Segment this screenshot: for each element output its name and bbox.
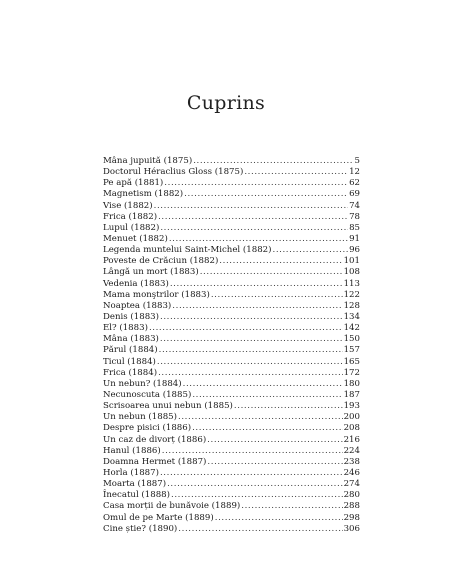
toc-entry-page-number: 134: [343, 311, 360, 322]
dot-leader: [207, 457, 342, 468]
dot-leader: [192, 390, 342, 401]
toc-entry-page-number: 306: [343, 523, 360, 534]
dot-leader: [244, 167, 348, 178]
toc-entry: [103, 490, 360, 501]
dot-leader: [200, 267, 343, 278]
toc-entry-page-number: 238: [343, 456, 360, 467]
dot-leader: [211, 290, 343, 301]
toc-entry: [103, 501, 360, 512]
toc-entry: [103, 201, 360, 212]
toc-entry: [103, 234, 360, 245]
toc-entry: [103, 323, 360, 334]
toc-entry-title: Necunoscuta (1885): [103, 389, 192, 400]
toc-entry-title: Scrisoarea unui nebun (1885): [103, 401, 233, 412]
toc-entry-title: Ticul (1884): [103, 356, 156, 367]
toc-entry-page-number: 172: [343, 367, 360, 378]
dot-leader: [158, 368, 343, 379]
toc-entry-title: Horla (1887): [103, 467, 159, 478]
toc-entry: [103, 245, 360, 256]
toc-entry: [103, 423, 360, 434]
toc-entry-title: Lupul (1882): [103, 222, 160, 233]
toc-entry: [103, 390, 360, 401]
toc-entry-title: El? (1883): [103, 323, 148, 334]
dot-leader: [154, 201, 348, 212]
toc-entry-page-number: 62: [349, 178, 360, 189]
toc-entry-page-number: 150: [343, 334, 360, 345]
toc-entry-title: Legenda muntelui Saint-Michel (1882): [103, 245, 272, 256]
toc-entry-title: Moarta (1887): [103, 479, 167, 490]
toc-entry-title: Părul (1884): [103, 345, 158, 356]
dot-leader: [167, 479, 343, 490]
toc-entry: [103, 223, 360, 234]
dot-leader: [164, 178, 348, 189]
toc-entry-page-number: 108: [343, 267, 360, 278]
toc-entry-page-number: 69: [349, 189, 360, 200]
toc-entry-page-number: 5: [354, 156, 360, 166]
toc-entry-title: Frica (1882): [103, 211, 158, 222]
toc-entry: [103, 345, 360, 356]
toc-entry: [103, 457, 360, 468]
toc-entry: [103, 301, 360, 312]
toc-entry-page-number: 165: [343, 356, 360, 367]
dot-leader: [241, 501, 342, 512]
toc-entry: [103, 468, 360, 479]
dot-leader: [158, 212, 348, 223]
toc-entry-title: Un caz de divorț (1886): [103, 434, 207, 445]
toc-entry-page-number: 180: [343, 378, 360, 389]
toc-entry: [103, 189, 360, 200]
page-title: Cuprins: [186, 92, 266, 114]
toc-entry-title: Vise (1882): [103, 200, 153, 211]
toc-entry: [103, 368, 360, 379]
toc-entry: [103, 290, 360, 301]
toc-entry-title: Denis (1883): [103, 311, 159, 322]
toc-entry-page-number: 142: [343, 323, 360, 334]
dot-leader: [160, 334, 343, 345]
toc-entry-title: Menuet (1882): [103, 233, 168, 244]
dot-leader: [272, 245, 348, 256]
toc-entry-title: Pe apă (1881): [103, 178, 164, 189]
toc-entry: [103, 312, 360, 323]
dot-leader: [159, 345, 343, 356]
toc-entry-title: Frica (1884): [103, 367, 158, 378]
dot-leader: [160, 223, 348, 234]
toc-entry-page-number: 96: [349, 245, 360, 256]
toc-entry-page-number: 298: [343, 512, 360, 523]
toc-entry-page-number: 157: [343, 345, 360, 356]
toc-entry: [103, 513, 360, 524]
toc-entry: [103, 435, 360, 446]
toc-entry: [103, 267, 360, 278]
dot-leader: [192, 423, 343, 434]
dot-leader: [160, 312, 343, 323]
toc-entry-title: Magnetism (1882): [103, 189, 184, 200]
toc-entry: [103, 256, 360, 267]
toc-entry-page-number: 101: [343, 256, 360, 267]
toc-entry-page-number: 128: [343, 300, 360, 311]
toc-entry: [103, 156, 360, 167]
toc-entry-title: Casa morții de bunăvoie (1889): [103, 501, 241, 512]
toc-entry-title: Cine știe? (1890): [103, 523, 178, 534]
toc-entry-page-number: 85: [349, 222, 360, 233]
dot-leader: [172, 301, 342, 312]
dot-leader: [207, 435, 342, 446]
toc-entry-page-number: 224: [343, 445, 360, 456]
toc-entry-title: Un nebun? (1884): [103, 378, 182, 389]
toc-entry: [103, 479, 360, 490]
dot-leader: [184, 189, 348, 200]
toc-entry-page-number: 208: [343, 423, 360, 434]
toc-entry-page-number: 122: [343, 289, 360, 300]
toc-entry-page-number: 193: [343, 401, 360, 412]
dot-leader: [149, 323, 343, 334]
toc-entry-title: Doamna Hermet (1887): [103, 456, 207, 467]
toc-entry-title: Despre pisici (1886): [103, 423, 192, 434]
dot-leader: [183, 379, 343, 390]
toc-entry: [103, 279, 360, 290]
toc-entry-title: Poveste de Crăciun (1882): [103, 256, 219, 267]
toc-entry-title: Vedenia (1883): [103, 278, 169, 289]
toc-entry-page-number: 216: [343, 434, 360, 445]
table-of-contents: [103, 156, 360, 535]
toc-entry: [103, 357, 360, 368]
dot-leader: [170, 279, 343, 290]
toc-entry: [103, 167, 360, 178]
dot-leader: [193, 156, 353, 167]
toc-entry: [103, 178, 360, 189]
toc-entry-title: Înecatul (1888): [103, 490, 170, 501]
toc-entry-title: Un nebun (1885): [103, 412, 178, 423]
toc-entry-page-number: 280: [343, 490, 360, 501]
toc-entry-page-number: 91: [349, 233, 360, 244]
toc-entry-page-number: 74: [349, 200, 360, 211]
toc-entry-page-number: 200: [343, 412, 360, 423]
toc-entry-title: Mâna jupuită (1875): [103, 156, 193, 166]
toc-entry-page-number: 288: [343, 501, 360, 512]
dot-leader: [219, 256, 342, 267]
toc-entry-page-number: 113: [343, 278, 360, 289]
dot-leader: [160, 468, 343, 479]
toc-entry-title: Hanul (1886): [103, 445, 161, 456]
toc-entry: [103, 446, 360, 457]
toc-entry-title: Noaptea (1883): [103, 300, 172, 311]
dot-leader: [178, 412, 343, 423]
dot-leader: [171, 490, 343, 501]
toc-entry: [103, 412, 360, 423]
toc-entry: [103, 379, 360, 390]
dot-leader: [157, 357, 343, 368]
toc-entry: [103, 401, 360, 412]
dot-leader: [169, 234, 348, 245]
toc-entry-title: Mâna (1883): [103, 334, 159, 345]
toc-entry-page-number: 246: [343, 467, 360, 478]
dot-leader: [215, 513, 343, 524]
toc-entry-title: Omul de pe Marte (1889): [103, 512, 214, 523]
dot-leader: [234, 401, 343, 412]
toc-entry-page-number: 187: [343, 389, 360, 400]
toc-entry-page-number: 78: [349, 211, 360, 222]
toc-entry-page-number: 12: [349, 167, 360, 178]
toc-entry-title: Mama monştrilor (1883): [103, 289, 210, 300]
dot-leader: [178, 524, 342, 535]
toc-entry: [103, 212, 360, 223]
toc-entry: [103, 524, 360, 535]
toc-entry-title: Lângă un mort (1883): [103, 267, 199, 278]
toc-entry-title: Doctorul Héraclius Gloss (1875): [103, 167, 244, 178]
dot-leader: [162, 446, 343, 457]
toc-entry: [103, 334, 360, 345]
toc-entry-page-number: 274: [343, 479, 360, 490]
